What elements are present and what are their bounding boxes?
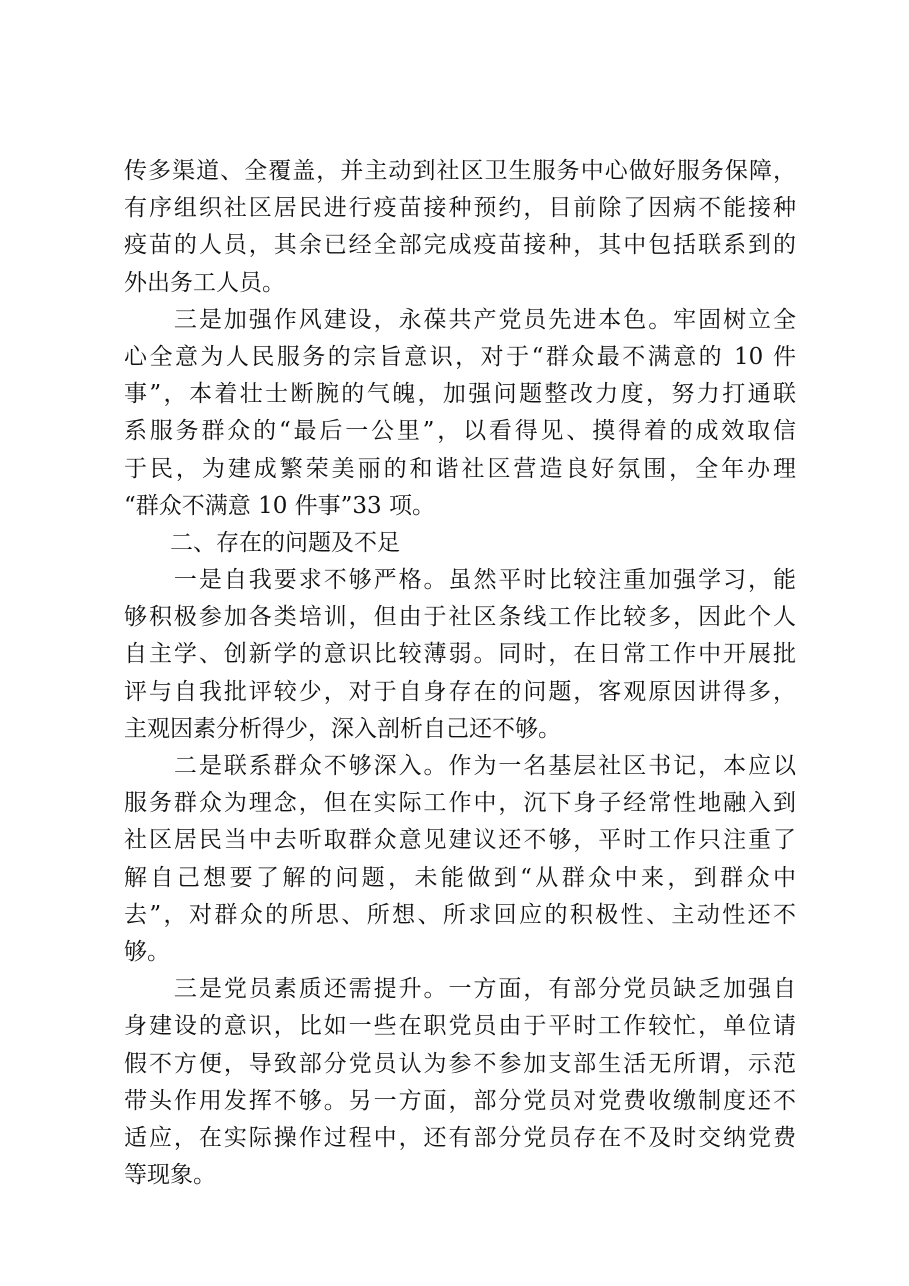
text-line: 服务群众为理念，但在实际工作中，沉下身子经常性地融入到: [124, 790, 796, 817]
text-line: 外出务工人员。: [124, 269, 285, 296]
text-line: 带头作用发挥不够。另一方面，部分党员对党费收缴制度还不: [124, 1087, 796, 1114]
text-line: 够。: [124, 938, 170, 965]
text-line: 事”，本着壮士断腕的气魄，加强问题整改力度，努力打通联: [124, 381, 796, 408]
document-body: [124, 153, 796, 1194]
text-line: 系服务群众的“最后一公里”，以看得见、摸得着的成效取信: [124, 418, 796, 445]
text-line: 三是党员素质还需提升。一方面，有部分党员缺乏加强自: [124, 976, 796, 1003]
text-line: 等现象。: [124, 1162, 216, 1189]
text-line: 三是加强作风建设，永葆共产党员先进本色。牢固树立全: [124, 306, 796, 333]
text-line: 评与自我批评较少，对于自身存在的问题，客观原因讲得多，: [124, 678, 796, 705]
text-line: 适应，在实际操作过程中，还有部分党员存在不及时交纳党费: [124, 1124, 796, 1151]
text-line: 疫苗的人员，其余已经全部完成疫苗接种，其中包括联系到的: [124, 232, 796, 259]
text-line: 解自己想要了解的问题，未能做到“从群众中来，到群众中: [124, 864, 796, 891]
text-line: 主观因素分析得少，深入剖析自己还不够。: [124, 715, 561, 742]
text-line: 二是联系群众不够深入。作为一名基层社区书记，本应以: [124, 753, 796, 779]
text-line: 于民，为建成繁荣美丽的和谐社区营造良好氛围，全年办理: [124, 455, 796, 482]
text-line: 够积极参加各类培训，但由于社区条线工作比较多，因此个人: [124, 604, 796, 631]
section-heading: 二、存在的问题及不足: [124, 529, 400, 556]
text-line: 假不方便，导致部分党员认为参不参加支部生活无所谓，示范: [124, 1050, 796, 1077]
text-line: 身建设的意识，比如一些在职党员由于平时工作较忙，单位请: [124, 1013, 796, 1040]
text-line: 社区居民当中去听取群众意见建议还不够，平时工作只注重了: [124, 827, 796, 854]
text-line: 去”，对群众的所思、所想、所求回应的积极性、主动性还不: [124, 901, 796, 928]
text-line: 自主学、创新学的意识比较薄弱。同时，在日常工作中开展批: [124, 641, 796, 668]
text-line: “群众不满意 10 件事”33 项。: [124, 492, 435, 519]
text-line: 心全意为人民服务的宗旨意识，对于“群众最不满意的 10 件: [124, 343, 796, 370]
text-line: 有序组织社区居民进行疫苗接种预约，目前除了因病不能接种: [124, 195, 796, 222]
text-line: 传多渠道、全覆盖，并主动到社区卫生服务中心做好服务保障，: [124, 158, 796, 184]
text-line: 一是自我要求不够严格。虽然平时比较注重加强学习，能: [124, 567, 796, 594]
